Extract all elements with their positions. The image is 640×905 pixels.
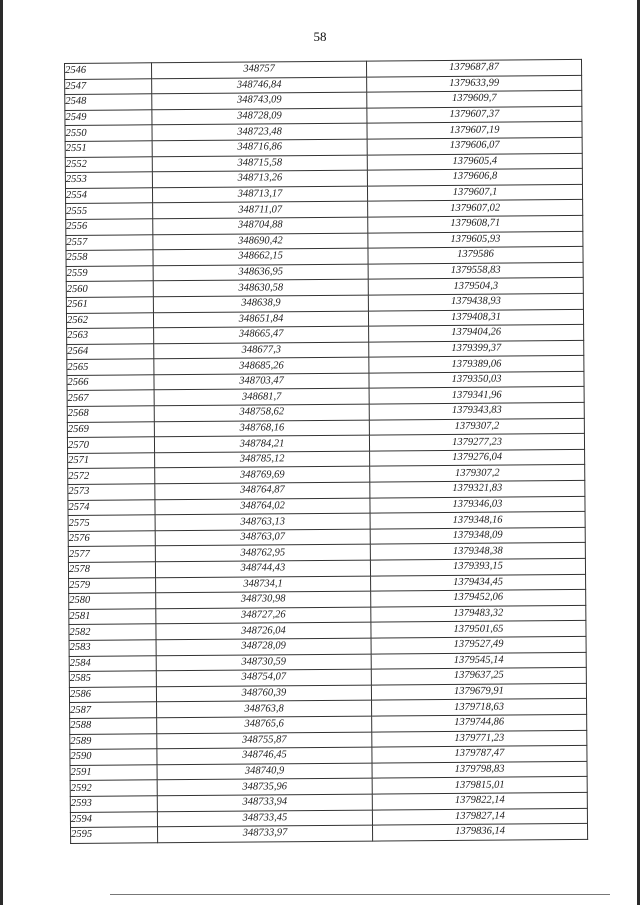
point-number-cell: 2546	[65, 63, 152, 79]
y-coordinate-cell: 1379307,2	[370, 465, 585, 482]
table-row	[71, 824, 588, 844]
y-coordinate-cell: 1379343,83	[369, 402, 584, 419]
x-coordinate-cell: 348746,84	[152, 77, 367, 94]
point-number-cell: 2568	[67, 406, 154, 422]
x-coordinate-cell: 348734,1	[156, 576, 371, 593]
point-number-cell: 2549	[65, 110, 152, 126]
y-coordinate-cell: 1379744,86	[372, 714, 587, 731]
point-number-cell: 2589	[70, 733, 157, 749]
y-coordinate-cell: 1379348,09	[370, 527, 585, 544]
point-number-cell: 2572	[68, 468, 155, 484]
point-number-cell: 2547	[65, 78, 152, 94]
x-coordinate-cell: 348630,58	[153, 279, 368, 296]
point-number-cell: 2593	[70, 796, 157, 812]
x-coordinate-cell: 348758,62	[154, 404, 369, 421]
y-coordinate-cell: 1379404,26	[369, 325, 584, 342]
x-coordinate-cell: 348768,16	[154, 420, 369, 437]
point-number-cell: 2551	[65, 141, 152, 157]
point-number-cell: 2571	[68, 453, 155, 469]
point-number-cell: 2588	[70, 718, 157, 734]
y-coordinate-cell: 1379679,91	[371, 683, 586, 700]
y-coordinate-cell: 1379434,45	[371, 574, 586, 591]
point-number-cell: 2594	[70, 811, 157, 827]
y-coordinate-cell: 1379276,04	[370, 449, 585, 466]
x-coordinate-cell: 348728,09	[152, 108, 367, 125]
y-coordinate-cell: 1379307,2	[369, 418, 584, 435]
point-number-cell: 2581	[69, 609, 156, 625]
x-coordinate-cell: 348740,9	[157, 763, 372, 780]
y-coordinate-cell: 1379787,47	[372, 746, 587, 763]
x-coordinate-cell: 348769,69	[155, 467, 370, 484]
point-number-cell: 2569	[67, 421, 154, 437]
y-coordinate-cell: 1379348,16	[370, 512, 585, 529]
x-coordinate-cell: 348744,43	[155, 560, 370, 577]
x-coordinate-cell: 348662,15	[153, 248, 368, 265]
point-number-cell: 2577	[68, 546, 155, 562]
point-number-cell: 2556	[66, 219, 153, 235]
x-coordinate-cell: 348764,87	[155, 482, 370, 499]
y-coordinate-cell: 1379527,49	[371, 636, 586, 653]
y-coordinate-cell: 1379718,63	[372, 699, 587, 716]
y-coordinate-cell: 1379607,37	[367, 106, 582, 123]
y-coordinate-cell: 1379501,65	[371, 621, 586, 638]
x-coordinate-cell: 348763,13	[155, 513, 370, 530]
x-coordinate-cell: 348735,96	[157, 778, 372, 795]
y-coordinate-cell: 1379393,15	[370, 558, 585, 575]
point-number-cell: 2582	[69, 624, 156, 640]
bottom-rule	[110, 894, 610, 895]
x-coordinate-cell: 348651,84	[153, 311, 368, 328]
x-coordinate-cell: 348784,21	[154, 435, 369, 452]
point-number-cell: 2560	[66, 281, 153, 297]
x-coordinate-cell: 348743,09	[152, 92, 367, 109]
point-number-cell: 2566	[67, 375, 154, 391]
point-number-cell: 2578	[68, 562, 155, 578]
point-number-cell: 2557	[66, 234, 153, 250]
x-coordinate-cell: 348730,98	[156, 591, 371, 608]
y-coordinate-cell: 1379399,37	[369, 340, 584, 357]
x-coordinate-cell: 348762,95	[155, 545, 370, 562]
point-number-cell: 2554	[65, 188, 152, 204]
y-coordinate-cell: 1379633,99	[367, 75, 582, 92]
x-coordinate-cell: 348765,6	[157, 716, 372, 733]
y-coordinate-cell: 1379822,14	[372, 792, 587, 809]
coordinates-table-body	[65, 59, 588, 843]
x-coordinate-cell: 348665,47	[154, 326, 369, 343]
x-coordinate-cell: 348711,07	[153, 201, 368, 218]
y-coordinate-cell: 1379827,14	[372, 808, 587, 825]
x-coordinate-cell: 348733,97	[158, 825, 373, 842]
point-number-cell: 2555	[66, 203, 153, 219]
point-number-cell: 2585	[69, 671, 156, 687]
y-coordinate-cell: 1379321,83	[370, 480, 585, 497]
point-number-cell: 2559	[66, 266, 153, 282]
x-coordinate-cell: 348638,9	[153, 295, 368, 312]
point-number-cell: 2587	[70, 702, 157, 718]
point-number-cell: 2595	[71, 827, 158, 843]
x-coordinate-cell: 348755,87	[157, 732, 372, 749]
x-coordinate-cell: 348716,86	[152, 139, 367, 156]
y-coordinate-cell: 1379605,93	[368, 231, 583, 248]
y-coordinate-cell: 1379609,7	[367, 91, 582, 108]
coordinates-table	[64, 59, 588, 844]
x-coordinate-cell: 348690,42	[153, 233, 368, 250]
point-number-cell: 2565	[67, 359, 154, 375]
y-coordinate-cell: 1379606,8	[367, 169, 582, 186]
x-coordinate-cell: 348764,02	[155, 498, 370, 515]
y-coordinate-cell: 1379341,96	[369, 387, 584, 404]
x-coordinate-cell: 348723,48	[152, 123, 367, 140]
x-coordinate-cell: 348726,04	[156, 622, 371, 639]
y-coordinate-cell: 1379607,1	[367, 184, 582, 201]
point-number-cell: 2550	[65, 125, 152, 141]
x-coordinate-cell: 348715,58	[152, 155, 367, 172]
x-coordinate-cell: 348636,95	[153, 264, 368, 281]
point-number-cell: 2567	[67, 390, 154, 406]
point-number-cell: 2583	[69, 640, 156, 656]
x-coordinate-cell: 348681,7	[154, 389, 369, 406]
x-coordinate-cell: 348746,45	[157, 747, 372, 764]
y-coordinate-cell: 1379637,25	[371, 668, 586, 685]
x-coordinate-cell: 348703,47	[154, 373, 369, 390]
y-coordinate-cell: 1379452,06	[371, 590, 586, 607]
y-coordinate-cell: 1379483,32	[371, 605, 586, 622]
x-coordinate-cell: 348763,8	[157, 700, 372, 717]
x-coordinate-cell: 348763,07	[155, 529, 370, 546]
point-number-cell: 2561	[66, 297, 153, 313]
page-number: 58	[313, 29, 327, 44]
x-coordinate-cell: 348685,26	[154, 357, 369, 374]
x-coordinate-cell: 348677,3	[154, 342, 369, 359]
y-coordinate-cell: 1379771,23	[372, 730, 587, 747]
y-coordinate-cell: 1379586	[368, 247, 583, 264]
y-coordinate-cell: 1379277,23	[369, 434, 584, 451]
y-coordinate-cell: 1379438,93	[368, 293, 583, 310]
point-number-cell: 2574	[68, 499, 155, 515]
x-coordinate-cell: 348785,12	[155, 451, 370, 468]
x-coordinate-cell: 348713,26	[152, 170, 367, 187]
y-coordinate-cell: 1379545,14	[371, 652, 586, 669]
y-coordinate-cell: 1379798,83	[372, 761, 587, 778]
point-number-cell: 2573	[68, 484, 155, 500]
y-coordinate-cell: 1379836,14	[372, 824, 587, 841]
y-coordinate-cell: 1379350,03	[369, 371, 584, 388]
point-number-cell: 2564	[67, 343, 154, 359]
y-coordinate-cell: 1379348,38	[370, 543, 585, 560]
x-coordinate-cell: 348728,09	[156, 638, 371, 655]
x-coordinate-cell: 348713,17	[152, 186, 367, 203]
y-coordinate-cell: 1379607,02	[368, 200, 583, 217]
x-coordinate-cell: 348704,88	[153, 217, 368, 234]
y-coordinate-cell: 1379815,01	[372, 777, 587, 794]
y-coordinate-cell: 1379346,03	[370, 496, 585, 513]
point-number-cell: 2584	[69, 655, 156, 671]
y-coordinate-cell: 1379687,87	[366, 59, 581, 76]
x-coordinate-cell: 348733,94	[157, 794, 372, 811]
point-number-cell: 2579	[69, 577, 156, 593]
y-coordinate-cell: 1379606,07	[367, 137, 582, 154]
point-number-cell: 2552	[65, 156, 152, 172]
y-coordinate-cell: 1379389,06	[369, 356, 584, 373]
y-coordinate-cell: 1379558,83	[368, 262, 583, 279]
point-number-cell: 2575	[68, 515, 155, 531]
x-coordinate-cell: 348760,39	[156, 685, 371, 702]
point-number-cell: 2562	[66, 312, 153, 328]
y-coordinate-cell: 1379408,31	[368, 309, 583, 326]
y-coordinate-cell: 1379504,3	[368, 278, 583, 295]
y-coordinate-cell: 1379605,4	[367, 153, 582, 170]
x-coordinate-cell: 348757	[152, 61, 367, 78]
point-number-cell: 2548	[65, 94, 152, 110]
point-number-cell: 2586	[69, 687, 156, 703]
x-coordinate-cell: 348730,59	[156, 654, 371, 671]
y-coordinate-cell: 1379607,19	[367, 122, 582, 139]
point-number-cell: 2590	[70, 749, 157, 765]
point-number-cell: 2563	[67, 328, 154, 344]
point-number-cell: 2592	[70, 780, 157, 796]
point-number-cell: 2570	[67, 437, 154, 453]
point-number-cell: 2591	[70, 765, 157, 781]
point-number-cell: 2576	[68, 531, 155, 547]
x-coordinate-cell: 348733,45	[157, 810, 372, 827]
point-number-cell: 2553	[65, 172, 152, 188]
x-coordinate-cell: 348754,07	[156, 669, 371, 686]
y-coordinate-cell: 1379608,71	[368, 215, 583, 232]
x-coordinate-cell: 348727,26	[156, 607, 371, 624]
point-number-cell: 2580	[69, 593, 156, 609]
point-number-cell: 2558	[66, 250, 153, 266]
